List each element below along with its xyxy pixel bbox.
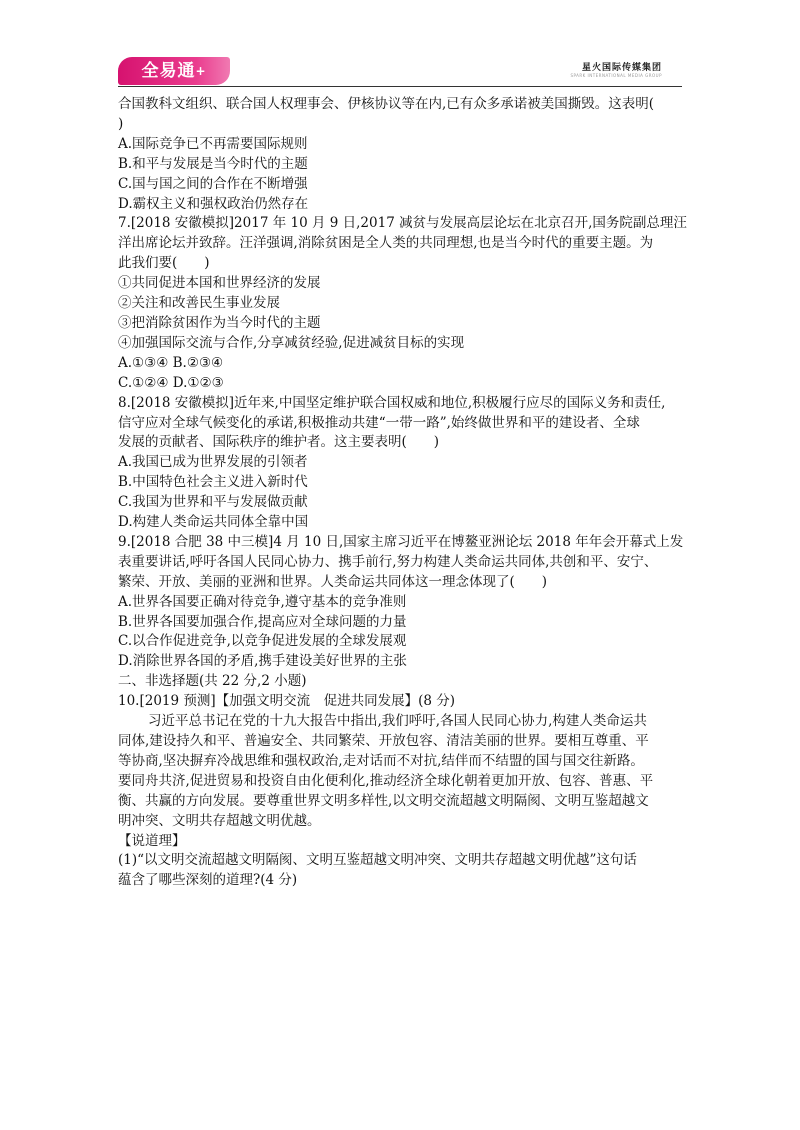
question-10: 10.[2019 预测]【加强文明交流 促进共同发展】(8 分): [118, 693, 456, 710]
text-line: 蕴含了哪些深刻的道理?(4 分): [118, 872, 298, 889]
passage-line: 明冲突、文明共存超越文明优越。: [118, 812, 321, 829]
question-8: 8.[2018 安徽模拟]近年来,中国坚定维护联合国权威和地位,积极履行应尽的国际义务和责任,: [118, 394, 666, 411]
option-a: A.世界各国要正确对待竞争,遵守基本的竞争准则: [118, 593, 407, 610]
text-line: 合国教科文组织、联合国人权理事会、伊核协议等在内,已有众多承诺被美国撕毁。这表明(: [118, 96, 655, 112]
subheading: 【说道理】: [118, 832, 186, 849]
sub-question-1: (1)“以文明交流超越文明隔阂、文明互鉴超越文明冲突、文明共存超越文明优越”这句话: [118, 852, 637, 869]
statement-2: ②关注和改善民生事业发展: [118, 295, 280, 312]
text-line: 繁荣、开放、美丽的亚洲和世界。人类命运共同体这一理念体现了( ): [118, 573, 548, 590]
statement-4: ④加强国际交流与合作,分享减贫经验,促进减贫目标的实现: [118, 334, 465, 351]
text-line: 表重要讲话,呼吁各国人民同心协力、携手前行,努力构建人类命运共同体,共创和平、安宁、: [118, 553, 658, 570]
text-line: ): [118, 115, 124, 132]
brand-subtitle: SPARK INTERNATIONAL MEDIA GROUP: [570, 73, 662, 78]
brand: [570, 60, 662, 78]
passage-line: 等协商,坚决摒弃冷战思维和强权政治,走对话而不对抗,结伴而不结盟的国与国交往新路。: [118, 752, 644, 769]
question-7: 7.[2018 安徽模拟]2017 年 10 月 9 日,2017 减贫与发展高层论坛在北京召开,国务院副总理汪: [118, 215, 687, 232]
brand-name: 星火国际传媒集团: [581, 63, 662, 73]
option-b: B.中国特色社会主义进入新时代: [118, 474, 308, 491]
logo: [118, 57, 230, 85]
logo-text: 全易通: [141, 61, 196, 81]
passage-line: 衡、共赢的方向发展。要尊重世界文明多样性,以文明交流超越文明隔阂、文明互鉴超越文: [118, 792, 649, 809]
option-d: D.消除世界各国的矛盾,携手建设美好世界的主张: [118, 653, 407, 670]
statement-3: ③把消除贫困作为当今时代的主题: [118, 314, 321, 331]
logo-plus: +: [195, 64, 207, 78]
question-9: 9.[2018 合肥 38 中三模]4 月 10 日,国家主席习近平在博鳌亚洲论坛 2018 年年会开幕式上发: [118, 533, 684, 550]
option-c: C.以合作促进竞争,以竞争促进发展的全球发展观: [118, 633, 407, 650]
passage-line: 习近平总书记在党的十九大报告中指出,我们呼吁,各国人民同心协力,构建人类命运共: [148, 713, 647, 730]
statement-1: ①共同促进本国和世界经济的发展: [118, 275, 321, 292]
options-cd: C.①②④ D.①②③: [118, 374, 224, 391]
text-line: 发展的贡献者、国际秩序的维护者。这主要表明( ): [118, 434, 440, 451]
text-line: 信守应对全球气候变化的承诺,积极推动共建“一带一路”,始终做世界和平的建设者、全球: [118, 414, 640, 431]
header-rule: [118, 86, 682, 87]
option-c: C.我国为世界和平与发展做贡献: [118, 494, 308, 511]
option-b: B.和平与发展是当今时代的主题: [118, 155, 308, 172]
option-a: A.国际竞争已不再需要国际规则: [118, 135, 308, 152]
option-a: A.我国已成为世界发展的引领者: [118, 454, 308, 471]
options-ab: A.①③④ B.②③④: [118, 354, 224, 371]
section-heading: 二、非选择题(共 22 分,2 小题): [118, 673, 307, 690]
page-header: [0, 0, 800, 95]
document-body: [118, 95, 687, 891]
passage-line: 要同舟共济,促进贸易和投资自由化便利化,推动经济全球化朝着更加开放、包容、普惠、平: [118, 772, 654, 789]
text-line: 此我们要( ): [118, 255, 210, 272]
passage-line: 同体,建设持久和平、普遍安全、共同繁荣、开放包容、清洁美丽的世界。要相互尊重、平: [118, 733, 649, 749]
option-b: B.世界各国要加强合作,提高应对全球问题的力量: [118, 613, 407, 630]
option-c: C.国与国之间的合作在不断增强: [118, 175, 308, 192]
option-d: D.霸权主义和强权政治仍然存在: [118, 195, 309, 212]
option-d: D.构建人类命运共同体全靠中国: [118, 514, 309, 531]
text-line: 洋出席论坛并致辞。汪洋强调,消除贫困是全人类的共同理想,也是当今时代的重要主题。为: [118, 235, 654, 252]
